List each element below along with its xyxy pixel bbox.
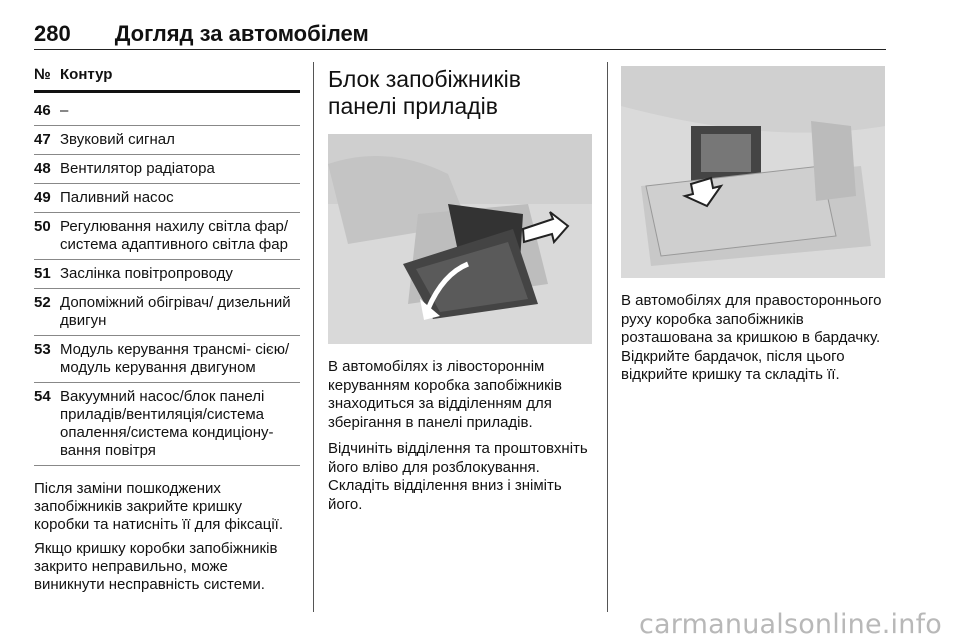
row-text: Вакуумний насос/блок панелі приладів/вентиляція/система опалення/система кондиціону- вання повітря [60,388,274,459]
row-text: Модуль керування трансмі- сією/модуль керування двигуном [60,341,290,376]
middle-column [328,66,594,522]
row-number: 52 [34,294,51,311]
page-header [34,6,886,50]
row-text: Заслінка повітропроводу [60,265,233,282]
body-paragraph: В автомобілях із лівостороннім керуванням коробка запобіжників знаходиться за відділенням для зберігання в панелі приладів. [328,358,562,431]
table-header [34,66,300,93]
page-title: Догляд за автомобілем [114,21,369,46]
fuse-box-rhd-illustration [621,66,885,278]
body-paragraph: Відчиніть відділення та проштовхніть його вліво для розблокування. Складіть відділення вниз і зніміть його. [328,440,588,513]
watermark: carmanualsonline.info [639,609,942,640]
fuse-box-lhd-illustration [328,134,592,344]
row-text: Вентилятор радіатора [60,160,215,177]
column-divider [313,62,314,612]
table-row [34,336,300,383]
table-row [34,289,300,336]
table-row [34,155,300,184]
page-number: 280 [34,21,71,46]
table-row [34,383,300,466]
row-number: 49 [34,189,51,206]
row-number: 47 [34,131,51,148]
body-paragraph: Якщо кришку коробки запобіжників закрито неправильно, може виникнути несправність системи. [34,540,278,593]
row-number: 54 [34,388,51,405]
table-row [34,260,300,289]
table-row [34,213,300,260]
body-paragraph: В автомобілях для правостороннього руху коробка запобіжників розташована за кришкою в бардачку. Відкрийте бардачок, після цього відкрийте кришку та складіть її. [621,292,882,383]
row-number: 51 [34,265,51,282]
row-number: 50 [34,218,51,235]
row-text: Регулювання нахилу світла фар/система адаптивного світла фар [60,218,289,253]
table-header-circuit: Контур [60,66,113,83]
row-number: 46 [34,102,51,119]
row-number: 48 [34,160,51,177]
right-column [621,66,887,385]
body-paragraph: Після заміни пошкоджених запобіжників закрийте кришку коробки та натисніть її для фіксації. [34,480,283,533]
row-number: 53 [34,341,51,358]
section-title: Блок запобіжників панелі приладів [328,66,521,119]
column-divider [607,62,608,612]
table-header-number: № [34,66,51,83]
left-column [34,66,300,594]
row-text: Паливний насос [60,189,174,206]
row-text: Допоміжний обігрівач/ дизельний двигун [60,294,291,329]
row-text: Звуковий сигнал [60,131,175,148]
table-row [34,184,300,213]
row-text: – [60,102,69,119]
table-row [34,97,300,126]
table-row [34,126,300,155]
fuse-table-body [34,97,300,466]
